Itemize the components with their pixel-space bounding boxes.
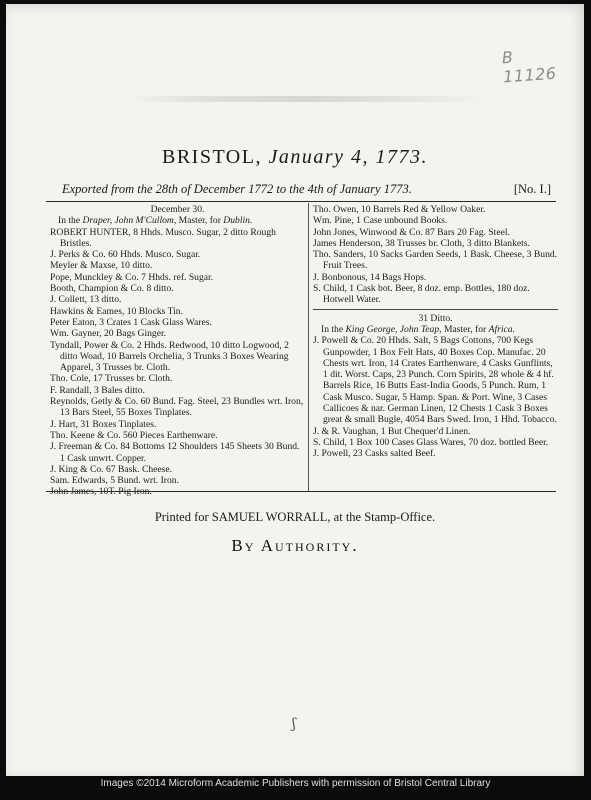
entry-line: J. Powell & Co. 20 Hhds. Salt, 5 Bags Cottons, 700 Kegs Gunpowder, 1 Box Felt Hats, 40 Boxes Cop. Manufac. 20 Chests wrt. Iron, 14 Crates Earthenware, 4 Casks Gunflints, 1 dit. Worst. Caps, 23 Punch. Corn Spirits, 28 whole & 4 hf. Barrels Rice, 16 Butts East-India Goods, 5 Punch. Rum, 1 Cask Musco. Sugar, 5 Hamp. Span. & Port. Wine, 3 Cases Callicoes & nar. German Linen, 12 Chests 1 Cask 3 Boxes great & small Bugle, 4054 Bars Swed. Iron, 1 Hhd. Tobacco. [313, 335, 557, 426]
top-rule [46, 201, 556, 202]
entry-line: J. & R. Vaughan, 1 But Chequer'd Linen. [313, 425, 471, 437]
entry-line: Tho. Sanders, 10 Sacks Garden Seeds, 1 Bask. Cheese, 3 Bund. Fruit Trees. [313, 249, 558, 272]
entry-line: Wm. Pine, 1 Case unbound Books. [313, 215, 448, 227]
left-column [50, 204, 305, 498]
printer-line: Printed for SAMUEL WORRALL, at the Stamp-Office. [154, 510, 436, 524]
column-divider [308, 203, 309, 491]
entry-line: J. Hart, 31 Boxes Tinplates. [50, 418, 157, 430]
entry-line: J. Bonbonous, 14 Bags Hops. [313, 271, 427, 283]
subtitle: Exported from the 28th of December 1772 to the 4th of January 1773. [62, 182, 412, 196]
entry-line: Sam. Edwards, 5 Bund. wrt. Iron. [50, 475, 179, 487]
right-entry-list-b [313, 335, 558, 459]
entry-line: Booth, Champion & Co. 8 ditto. [50, 283, 174, 295]
title-city: BRISTOL, [161, 146, 262, 168]
entry-line: J. Powell, 23 Casks salted Beef. [313, 448, 436, 460]
entry-line: J. Freeman & Co. 84 Bottoms 12 Shoulders 145 Sheets 30 Bund. 1 Cask unwrt. Copper. [50, 441, 300, 464]
entry-line: Peter Eaton, 3 Crates 1 Cask Glass Wares. [50, 316, 212, 328]
date-heading: December 30. [150, 204, 205, 215]
entry-line: Hawkins & Eames, 10 Blocks Tin. [50, 305, 183, 317]
entry-line: J. Collett, 13 ditto. [50, 294, 122, 306]
entry-line: Tho. Keene & Co. 560 Pieces Earthenware. [50, 429, 218, 441]
document-page [6, 4, 584, 776]
title-date: January 4, 1773. [268, 146, 429, 168]
image-credit: Images ©2014 Microform Academic Publishers with permission of Bristol Central Library [100, 778, 491, 789]
bleed-through-smudge [126, 96, 486, 102]
ship-line: In the Draper, John M'Cullom, Master, for Dublin. [58, 215, 253, 227]
entry-line: J. Perks & Co. 60 Hhds. Musco. Sugar. [50, 249, 201, 261]
right-entry-list-a [313, 204, 558, 306]
page-mark: ʃ [292, 716, 296, 732]
issue-number: [No. I.] [513, 182, 551, 196]
section-separator [313, 309, 558, 310]
authority-line: By Authority. [231, 536, 359, 555]
entry-line: S. Child, 1 Cask bot. Beer, 8 doz. emp. Bottles, 180 doz. Hotwell Water. [313, 283, 530, 306]
entry-line: Pope, Munckley & Co. 7 Hhds. ref. Sugar. [50, 271, 214, 283]
left-entry-list [50, 227, 305, 498]
entry-line: S. Child, 1 Box 100 Cases Glass Wares, 70 doz. bottled Beer. [313, 436, 549, 448]
page-title [6, 146, 584, 169]
entry-line: Tyndall, Power & Co. 2 Hhds. Redwood, 10 ditto Logwood, 2 ditto Woad, 10 Barrels Orchelia, 3 Trunks 3 Boxes Wearing Apparel, 3 Trusses br. Cloth. [50, 339, 289, 374]
ship-line: In the King George, John Teap, Master, for Africa. [321, 323, 515, 335]
entry-line: J. King & Co. 67 Bask. Cheese. [50, 463, 173, 475]
entry-line: F. Randall, 3 Bales ditto. [50, 384, 145, 396]
entry-line: Meyler & Maxse, 10 ditto. [50, 260, 153, 272]
date-heading: 31 Ditto. [418, 312, 453, 324]
bottom-rule [46, 491, 556, 492]
entry-line: Tho. Owen, 10 Barrels Red & Yellow Oaker. [313, 204, 486, 215]
entry-line: ROBERT HUNTER, 8 Hhds. Musco. Sugar, 2 ditto Rough Bristles. [50, 226, 276, 249]
entry-line: John James, 10T. Pig Iron. [50, 486, 152, 498]
entry-line: John Jones, Winwood & Co. 87 Bars 20 Fag. Steel. [313, 226, 510, 238]
library-stamp: B 11126 [501, 47, 558, 87]
entry-line: James Henderson, 38 Trusses br. Cloth, 3 ditto Blankets. [313, 237, 530, 249]
entry-line: Tho. Cole, 17 Trusses br. Cloth. [50, 373, 173, 385]
entry-line: Wm. Gayner, 20 Bags Ginger. [50, 328, 167, 340]
subtitle-row [46, 182, 551, 200]
entry-line: Reynolds, Getly & Co. 60 Bund. Fag. Steel, 23 Bundles wrt. Iron, 13 Bars Steel, 55 Boxes Tinplates. [50, 396, 304, 419]
right-column [313, 204, 558, 460]
